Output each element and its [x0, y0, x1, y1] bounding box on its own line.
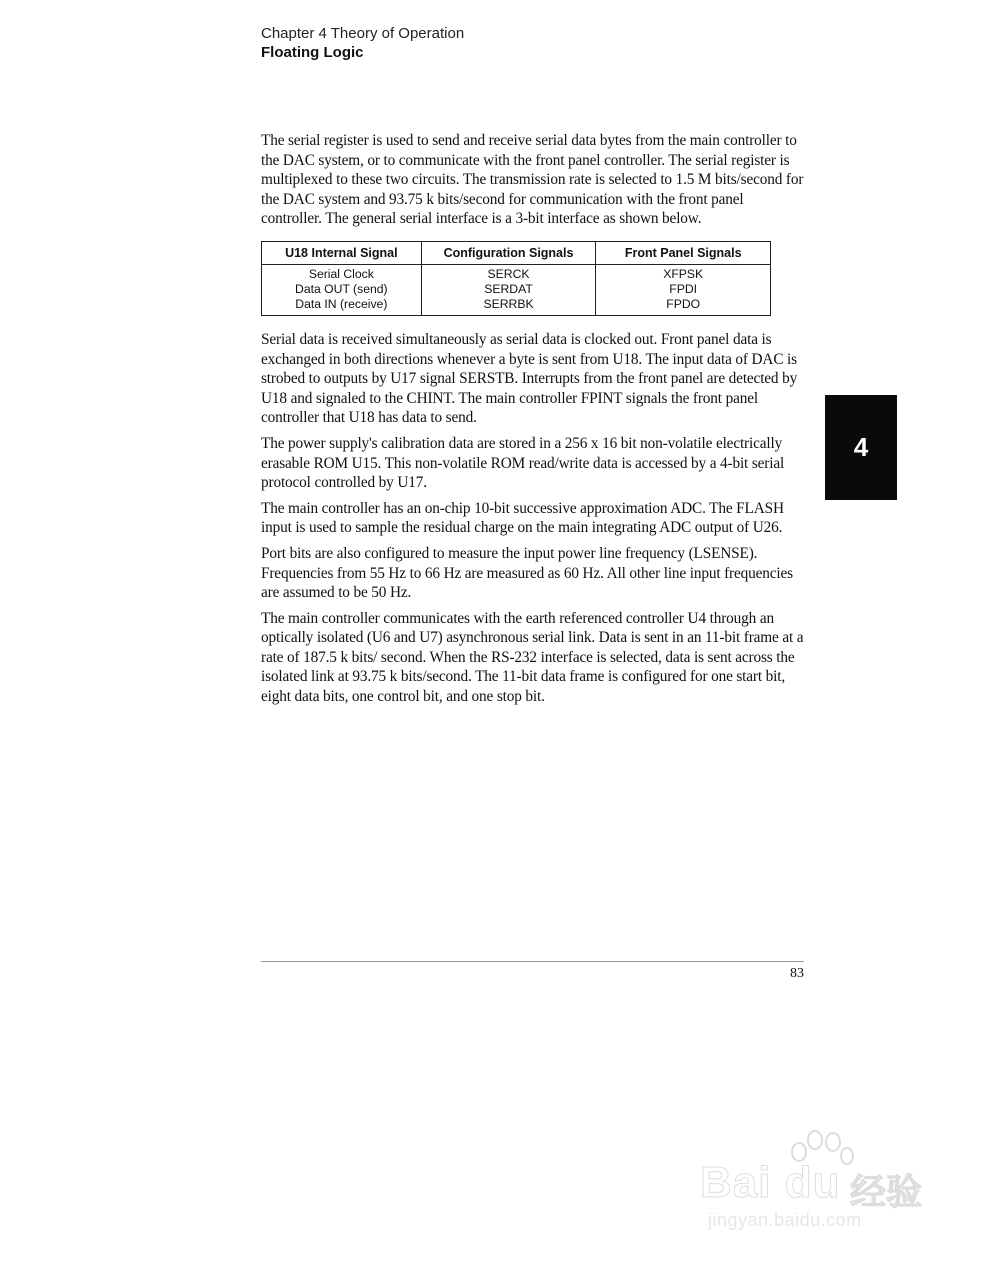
watermark-url: jingyan.baidu.com [708, 1210, 862, 1230]
running-header [261, 25, 464, 62]
paragraph-serial-data: Serial data is received simultaneously as serial data is clocked out. Front panel data is exchanged in both directions whenever a byte is sent from U18. The input data of DAC is strobed to outputs by U17 signal SERSTB. Interrupts from the front panel are detected by U18 and signaled to the CHINT. The main controller FPINT signals the front panel controller that U18 has data to send. [261, 330, 798, 427]
paragraph-serial-register: The serial register is used to send and receive serial data bytes from the main controller to the DAC system, or to communicate with the front panel controller. The serial register is multiplexed to these two circuits. The transmission rate is selected to 1.5 M bits/second for the DAC system and 93.75 k bits/second for communication with the front panel controller. The general serial interface is a 3-bit interface as shown below. [261, 132, 804, 228]
table-cell-configuration [421, 264, 596, 315]
watermark-brand: Bai du [700, 1158, 841, 1207]
table-row [262, 264, 771, 315]
column-header: Front Panel Signals [596, 241, 771, 264]
section-title: Floating Logic [261, 44, 364, 61]
body-text [261, 131, 806, 713]
cell-value: XFPSK [663, 266, 704, 281]
watermark-brand-cn: 经验 [850, 1171, 923, 1212]
chapter-tab: 4 [825, 395, 897, 500]
paragraph-adc: The main controller has an on-chip 10-bit successive approximation ADC. The FLASH input is used to sample the residual charge on the main integrating ADC output of U26. [261, 499, 784, 537]
column-header: Configuration Signals [421, 241, 596, 264]
cell-value: SERCK [487, 266, 530, 281]
table-cell-front-panel [596, 264, 771, 315]
cell-value: SERDAT [484, 281, 533, 296]
cell-value: SERRBK [483, 296, 534, 311]
footer-divider [261, 961, 804, 962]
paragraph-calibration: The power supply's calibration data are stored in a 256 x 16 bit non-volatile electrically erasable ROM U15. This non-volatile ROM read/write data is accessed by a 4-bit serial protocol controlled by U17. [261, 434, 785, 492]
table-cell-internal [262, 264, 422, 315]
chapter-title: Chapter 4 Theory of Operation [261, 25, 465, 42]
paragraph-serial-link: The main controller communicates with the earth referenced controller U4 through an optically isolated (U6 and U7) asynchronous serial link. Data is sent in an 11-bit frame at a rate of 187.5 k bits/ second. When the RS-232 interface is selected, data is sent across the isolated link at 93.75 k bits/second. The 11-bit data frame is configured for one start bit, eight data bits, one control bit, and one stop bit. [261, 609, 804, 706]
page-number: 83 [790, 966, 804, 981]
cell-value: Data IN (receive) [295, 296, 388, 311]
paragraph-line-frequency: Port bits are also configured to measure the input power line frequency (LSENSE). Frequencies from 55 Hz to 66 Hz are measured as 60 Hz. All other line input frequencies are assumed to be 50 Hz. [261, 544, 793, 602]
cell-value: FPDO [666, 296, 701, 311]
cell-value: Serial Clock [308, 266, 374, 281]
baidu-watermark [700, 1130, 940, 1250]
signal-table [261, 241, 771, 316]
cell-value: Data OUT (send) [295, 281, 388, 296]
table-header-row [262, 241, 771, 264]
cell-value: FPDI [669, 281, 698, 296]
column-header: U18 Internal Signal [262, 241, 422, 264]
